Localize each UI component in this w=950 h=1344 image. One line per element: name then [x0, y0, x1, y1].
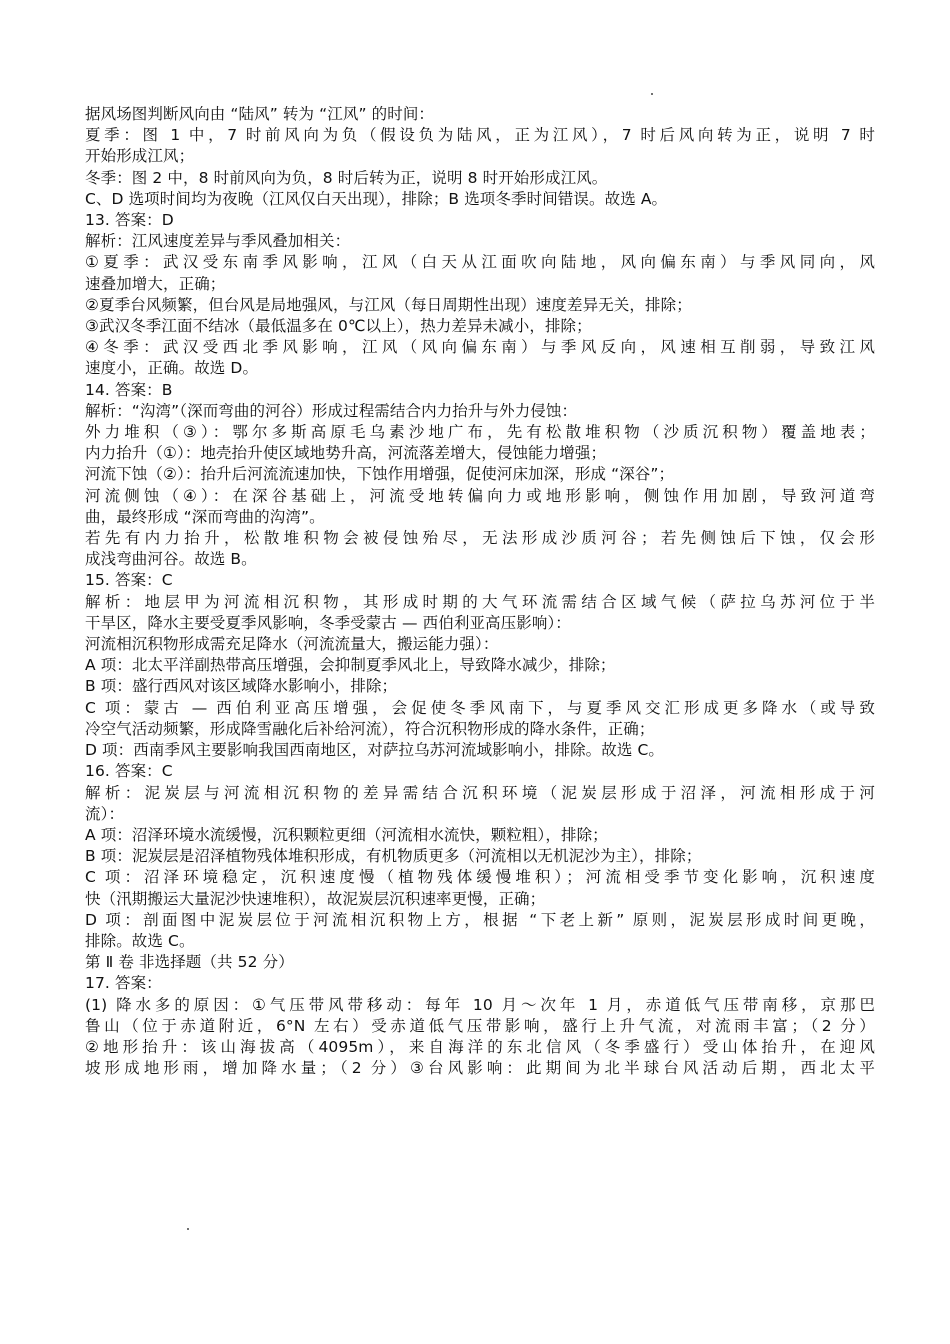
- text-line: 冬季：图 2 中，8 时前风向为负，8 时后转为正，说明 8 时开始形成江风。: [85, 168, 608, 187]
- text-line: D 项：西南季风主要影响我国西南地区，对萨拉乌苏河流域影响小，排除。故选 C。: [85, 741, 665, 760]
- text-line: 解析：江风速度差异与季风叠加相关：: [85, 232, 351, 251]
- scan-speck-top: [651, 93, 653, 95]
- document-body: [85, 104, 875, 1079]
- text-line: 第 Ⅱ 卷 非选择题（共 52 分）: [85, 953, 294, 972]
- text-line: 曲，最终形成 “深而弯曲的沟湾”。: [85, 507, 325, 526]
- text-line: 外力堆积（③）：鄂尔多斯高原毛乌素沙地广布，先有松散堆积物（沙质沉积物）覆盖地表；: [85, 423, 875, 442]
- text-line: 夏季：图 1 中，7 时前风向为负（假设负为陆风，正为江风），7 时后风向转为正，说明 7 时: [85, 126, 875, 145]
- text-line: 排除。故选 C。: [85, 931, 195, 950]
- text-line: 13. 答案：D: [85, 211, 174, 230]
- text-line: C 项：沼泽环境稳定，沉积速度慢（植物残体缓慢堆积）；河流相受季节变化影响，沉积速度: [85, 868, 875, 887]
- text-line: C、D 选项时间均为夜晚（江风仅白天出现），排除；B 选项冬季时间错误。故选 A。: [85, 189, 668, 208]
- text-line: 解析：“沟湾”（深而弯曲的河谷）形成过程需结合内力抬升与外力侵蚀：: [85, 401, 578, 420]
- text-line: 14. 答案：B: [85, 380, 173, 399]
- scan-speck-bottom: [187, 1228, 189, 1230]
- text-line: D 项：剖面图中泥炭层位于河流相沉积物上方，根据 “下老上新” 原则，泥炭层形成时间更晚，: [85, 910, 875, 929]
- text-line: 流）：: [85, 804, 125, 823]
- text-line: 鲁山（位于赤道附近，6°N 左右）受赤道低气压带影响，盛行上升气流，对流雨丰富；（2 分）: [85, 1016, 875, 1035]
- text-line: 快（汛期搬运大量泥沙快速堆积），故泥炭层沉积速率更慢，正确；: [85, 889, 546, 908]
- text-line: 据风场图判断风向由 “陆风” 转为 “江风” 的时间：: [85, 105, 435, 123]
- text-line: 17. 答案：: [85, 974, 162, 993]
- text-line: B 项：泥炭层是沼泽植物残体堆积形成，有机物质更多（河流相以无机泥沙为主），排除；: [85, 847, 702, 866]
- text-line: ②地形抬升：该山海拔高（4095m），来自海洋的东北信风（冬季盛行）受山体抬升，在迎风: [85, 1037, 875, 1056]
- text-line: 河流侧蚀（④）：在深谷基础上，河流受地转偏向力或地形影响，侧蚀作用加剧，导致河道弯: [85, 486, 875, 505]
- text-line: 解析：泥炭层与河流相沉积物的差异需结合沉积环境（泥炭层形成于沼泽，河流相形成于河: [85, 783, 875, 802]
- text-line: 河流相沉积物形成需充足降水（河流流量大，搬运能力强）：: [85, 635, 499, 654]
- text-line: 速叠加增大，正确；: [85, 274, 226, 293]
- text-line: 坡形成地形雨，增加降水量；（2 分）③台风影响：此期间为北半球台风活动后期，西北太平: [85, 1059, 875, 1078]
- text-line: B 项：盛行西风对该区域降水影响小，排除；: [85, 677, 398, 696]
- text-line: 干旱区，降水主要受夏季风影响，冬季受蒙古 — 西伯利亚高压影响）：: [85, 613, 571, 632]
- text-line: 冷空气活动频繁，形成降雪融化后补给河流），符合沉积物形成的降水条件，正确；: [85, 719, 655, 738]
- text-line: (1) 降水多的原因：①气压带风带移动：每年 10 月～次年 1 月，赤道低气压带南移，京那巴: [85, 995, 875, 1014]
- text-line: 速度小，正确。故选 D。: [85, 359, 259, 378]
- text-line: 16. 答案：C: [85, 762, 173, 781]
- text-line: 成浅弯曲河谷。故选 B。: [85, 550, 257, 569]
- text-line: 内力抬升（①）：地壳抬升使区域地势升高，河流落差增大，侵蚀能力增强；: [85, 444, 607, 463]
- text-line: A 项：北太平洋副热带高压增强，会抑制夏季风北上，导致降水减少，排除；: [85, 656, 616, 675]
- text-line: ①夏季：武汉受东南季风影响，江风（白天从江面吹向陆地，风向偏东南）与季风同向，风: [85, 253, 875, 272]
- text-line: ③武汉冬季江面不结冰（最低温多在 0℃以上），热力差异未减小，排除；: [85, 317, 592, 336]
- text-line: ②夏季台风频繁，但台风是局地强风，与江风（每日周期性出现）速度差异无关，排除；: [85, 295, 692, 314]
- text-line: 若先有内力抬升，松散堆积物会被侵蚀殆尽，无法形成沙质河谷；若先侧蚀后下蚀，仅会形: [85, 529, 875, 548]
- text-line: A 项：沼泽环境水流缓慢，沉积颗粒更细（河流相水流快，颗粒粗），排除；: [85, 825, 608, 844]
- text-line: ④冬季：武汉受西北季风影响，江风（风向偏东南）与季风反向，风速相互削弱，导致江风: [85, 338, 875, 357]
- text-line: C 项：蒙古 — 西伯利亚高压增强，会促使冬季风南下，与夏季风交汇形成更多降水（或导致: [85, 698, 875, 717]
- text-line: 河流下蚀（②）：抬升后河流流速加快，下蚀作用增强，促使河床加深，形成 “深谷”；: [85, 465, 675, 484]
- text-line: 解析：地层甲为河流相沉积物，其形成时期的大气环流需结合区域气候（萨拉乌苏河位于半: [85, 592, 875, 611]
- text-line: 开始形成江风；: [85, 147, 195, 166]
- text-line: 15. 答案：C: [85, 571, 173, 590]
